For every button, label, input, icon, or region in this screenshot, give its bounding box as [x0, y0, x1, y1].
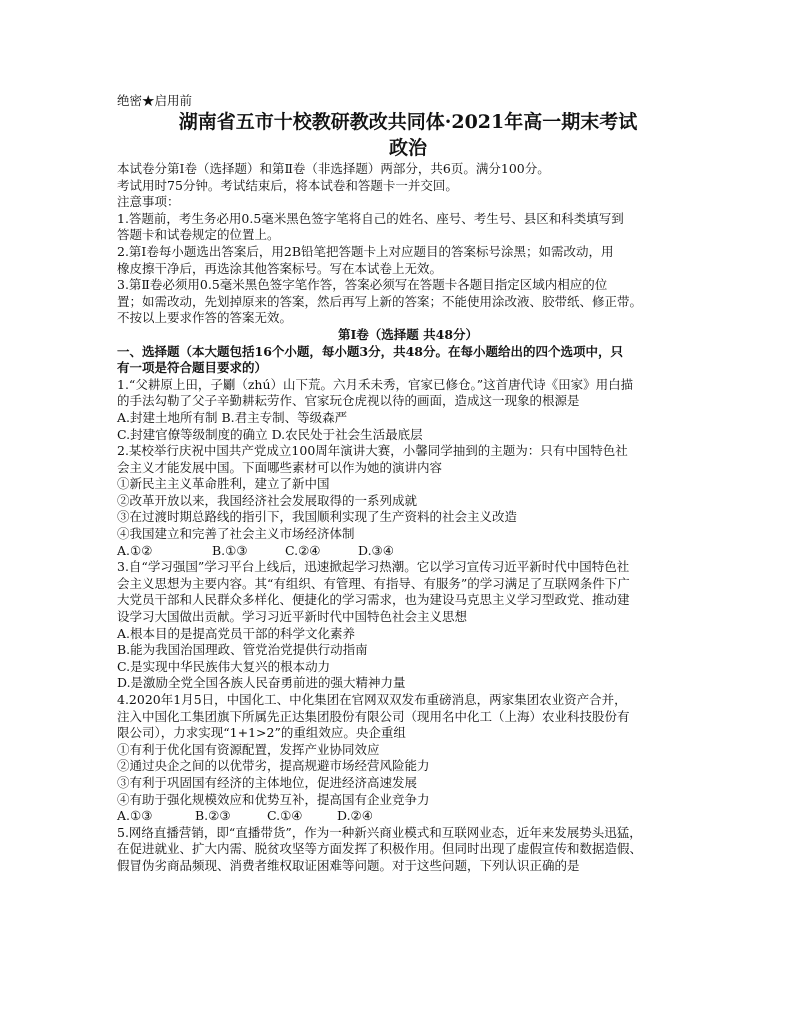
statement-item: ②改革开放以来，我国经济社会发展取得的一系列成就	[117, 492, 418, 508]
question-stem: 2.某校举行庆祝中国共产党成立100周年演讲大赛，小馨同学抽到的主题为：只有中国特色社	[117, 443, 628, 459]
section-heading: 第Ⅰ卷（选择题 共48分）	[337, 326, 479, 342]
answer-options	[117, 808, 689, 825]
intro-line: 答题卡和试卷规定的位置上。	[117, 227, 280, 243]
question-stem: 5.网络直播营销，即“直播带货”，作为一种新兴商业模式和互联网业态，近年来发展势头迅猛，	[117, 824, 642, 840]
option-c: C.①④	[267, 808, 303, 824]
question-stem: 注入中国化工集团旗下所属先正达集团股份有限公司（现用名中化工（上海）农业科技股份有	[117, 708, 630, 724]
option-a: A.①②	[117, 542, 153, 558]
subject-title: 政治	[388, 137, 427, 159]
question-stem: 在促进就业、扩大内需、脱贫攻坚等方面发挥了积极作用。但同时出现了虚假宣传和数据造假、	[117, 841, 643, 857]
intro-line: 橡皮擦干净后，再选涂其他答案标号。写在本试卷上无效。	[117, 260, 443, 276]
statement-item: ③在过渡时期总路线的指引下，我国顺利实现了生产资料的社会主义改造	[117, 509, 518, 525]
question-stem: 会主义才能发展中国。下面哪些素材可以作为她的演讲内容	[117, 459, 443, 475]
instructions	[117, 161, 689, 327]
option-c: C.②④	[285, 542, 321, 558]
option-a: A.根本目的是提高党员干部的科学文化素养	[117, 625, 356, 641]
option-b: B.能为我国治国理政、管党治党提供行动指南	[117, 642, 368, 658]
answer-options: C.封建官僚等级制度的确立 D.农民处于社会生活最底层	[117, 426, 423, 442]
answer-options	[117, 543, 689, 560]
answer-options: A.封建土地所有制 B.君主专制、等级森严	[117, 409, 348, 425]
question-stem: 设学习大国做出贡献。学习习近平新时代中国特色社会主义思想	[117, 609, 468, 625]
intro-line: 注意事项：	[117, 194, 180, 210]
statement-item: ①有利于优化国有资源配置，发挥产业协同效应	[117, 741, 380, 757]
intro-line: 3.第Ⅱ卷必须用0.5毫米黑色签字笔作答，答案必须写在答题卡各题目指定区域内相应的位	[117, 277, 608, 293]
question-4	[117, 692, 689, 825]
statement-item: ①新民主主义革命胜利，建立了新中国	[117, 476, 330, 492]
question-3	[117, 559, 689, 692]
part-heading: 一、选择题（本大题包括16个小题，每小题3分，共48分。在每小题给出的四个选项中，只	[117, 343, 623, 359]
question-stem: 假冒伪劣商品频现、消费者维权取证困难等问题。对于这些问题，下列认识正确的是	[117, 857, 580, 873]
option-b: B.②③	[195, 808, 231, 824]
option-d: D.②④	[337, 808, 373, 824]
statement-item: ④我国建立和完善了社会主义市场经济体制	[117, 526, 355, 542]
confidential-stamp: 绝密★启用前	[117, 93, 193, 108]
question-5	[117, 825, 689, 875]
statement-item: ③有利于巩固国有经济的主体地位，促进经济高速发展	[117, 774, 418, 790]
intro-line: 本试卷分第Ⅰ卷（选择题）和第Ⅱ卷（非选择题）两部分，共6页。满分100分。	[117, 161, 550, 176]
option-c: C.是实现中华民族伟大复兴的根本动力	[117, 658, 331, 674]
question-1	[117, 377, 689, 443]
part-heading: 有一项是符合题目要求的）	[117, 360, 268, 376]
option-a: A.①③	[117, 808, 153, 824]
intro-line: 1.答题前，考生务必用0.5毫米黑色签字笔将自己的姓名、座号、考生号、县区和科类填写到	[117, 210, 624, 226]
question-stem: 4.2020年1月5日，中国化工、中化集团在官网双双发布重磅消息，两家集团农业资产合并，	[117, 692, 627, 707]
question-stem: 3.自“学习强国”学习平台上线后，迅速掀起学习热潮。它以学习宣传习近平新时代中国特色社	[117, 559, 630, 575]
intro-line: 考试用时75分钟。考试结束后，将本试卷和答题卡一并交回。	[117, 177, 458, 193]
exam-title: 湖南省五市十校教研教改共同体·2021年高一期末考试	[178, 111, 638, 133]
statement-item: ②通过央企之间的以优带劣，提高规避市场经营风险能力	[117, 758, 430, 774]
option-d: D.③④	[358, 542, 394, 558]
question-stem: 的手法勾勒了父子辛勤耕耘劳作、官家玩仓虎视以待的画面，造成这一现象的根源是	[117, 393, 580, 409]
question-stem: 会主义思想为主要内容。其“有组织、有管理、有指导、有服务”的学习满足了互联网条件下广	[117, 575, 630, 591]
option-d: D.是激励全党全国各族人民奋勇前进的强大精神力量	[117, 675, 406, 691]
question-stem: 1.“父耕原上田，子劚（zhú）山下荒。六月禾未秀，官家已修仓。”这首唐代诗《田家》用白描	[117, 376, 634, 392]
intro-line: 置；如需改动，先划掉原来的答案，然后再写上新的答案；不能使用涂改液、胶带纸、修正带。	[117, 293, 643, 309]
question-stem: 大党员干部和人民群众多样化、便捷化的学习需求，也为建设马克思主义学习型政党、推动建	[117, 592, 630, 608]
option-b: B.①③	[212, 542, 248, 558]
question-2	[117, 443, 689, 559]
intro-line: 2.第Ⅰ卷每小题选出答案后，用2B铅笔把答题卡上对应题目的答案标号涂黑；如需改动，用	[117, 243, 614, 259]
exam-page	[117, 92, 689, 875]
intro-line: 不按以上要求作答的答案无效。	[117, 310, 293, 326]
statement-item: ④有助于强化规模效应和优势互补，提高国有企业竞争力	[117, 791, 430, 807]
question-stem: 限公司），力求实现“1+1>2”的重组效应。央企重组	[117, 725, 406, 741]
